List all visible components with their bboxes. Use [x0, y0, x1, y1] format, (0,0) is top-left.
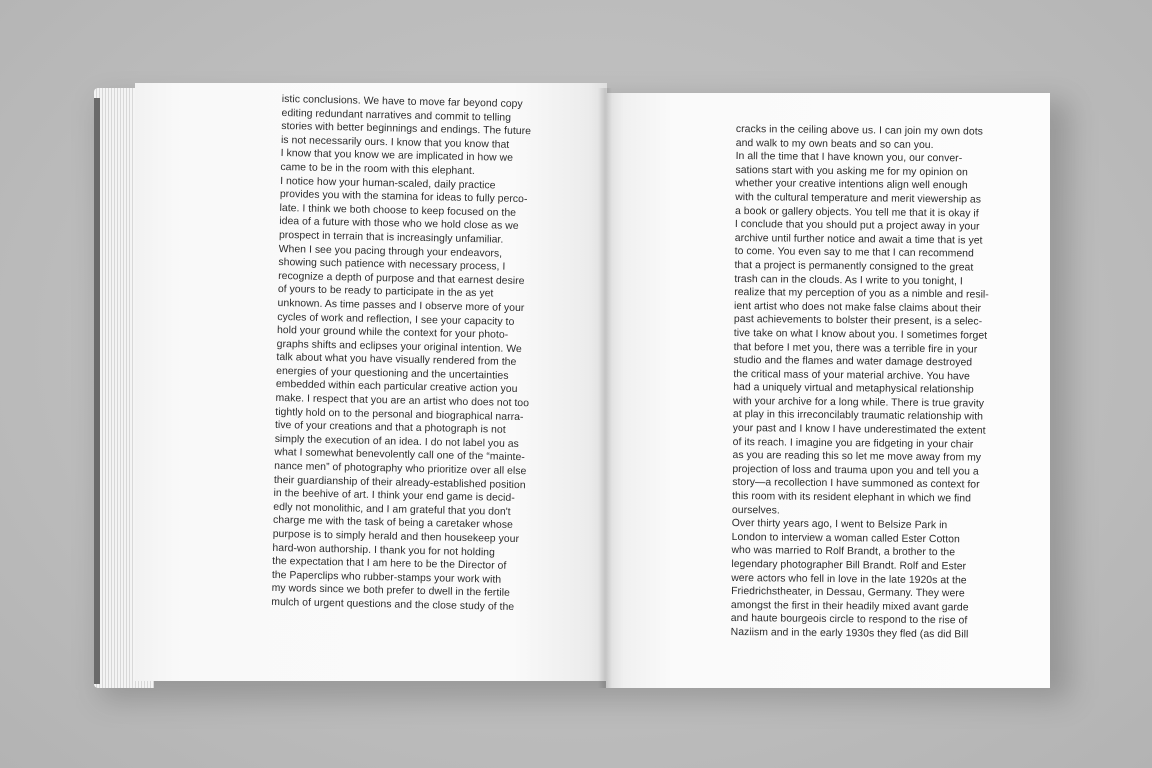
text-line: of its reach. I imagine you are fidgeting in your chair — [732, 436, 974, 451]
text-line: tightly hold on to the personal and biographical narra- — [275, 406, 524, 423]
right-page-text — [731, 123, 1006, 642]
text-line: and walk to my own beats and so can you. — [735, 137, 934, 151]
text-line: London to interview a woman called Ester Cotton — [731, 531, 960, 546]
text-line: that before I met you, there was a terrible fire in your — [733, 341, 978, 356]
text-line: unknown. As time passes and I observe more of your — [277, 297, 525, 315]
text-line: in the beehive of art. I think your end game is decid- — [273, 488, 515, 505]
text-line: with the cultural temperature and merit viewership as — [735, 191, 982, 206]
text-line: of yours to be ready to participate in the as yet — [277, 284, 494, 300]
text-line: When I see you pacing through your endeavors, — [278, 243, 503, 260]
text-line: story—a recollection I have summoned as context for — [732, 477, 980, 492]
text-line: I know that you know we are implicated in how we — [280, 148, 514, 165]
text-line: the Paperclips who rubber-stamps your work with — [271, 569, 502, 586]
text-line: cycles of work and reflection, I see your capacity to — [277, 311, 515, 328]
text-line: edly not monolithic, and I am grateful that you don't — [273, 501, 511, 518]
text-line: hold your ground while the context for your photo- — [276, 325, 509, 341]
text-line: Friedrichstheater, in Dessau, Germany. They were — [731, 586, 965, 600]
text-line: and haute bourgeois circle to respond to the rise of — [730, 613, 968, 627]
text-line: at play in this irreconcilably traumatic relationship with — [732, 409, 984, 424]
text-line: archive until further notice and await a time that is yet — [734, 232, 983, 247]
text-line: ient artist who does not make false claims about their — [734, 300, 982, 315]
text-line: purpose is to simply herald and then housekeep your — [272, 528, 520, 546]
text-line: their guardianship of their already-established position — [273, 474, 526, 491]
text-line: recognize a depth of purpose and that earnest desire — [278, 270, 525, 287]
text-line: past achievements to bolster their present, is a selec- — [733, 314, 983, 328]
text-line: who was married to Rolf Brandt, a brother to the — [731, 545, 956, 559]
text-line: had a uniquely virtual and metaphysical relationship — [733, 382, 974, 396]
text-line: late. I think we both choose to keep focused on the — [279, 202, 517, 219]
text-line: I notice how your human-scaled, daily practice — [280, 175, 496, 192]
left-page — [135, 83, 607, 681]
text-line: with your archive for a long while. There is true gravity — [733, 395, 985, 410]
text-line: hard-won authorship. I thank you for not holding — [272, 542, 496, 559]
text-line: studio and the flames and water damage destroyed — [733, 355, 973, 369]
text-line: trash can in the clouds. As I write to you tonight, I — [734, 273, 963, 287]
text-line: stories with better beginnings and endings. The future — [281, 121, 532, 138]
text-line: istic conclusions. We have to move far beyond copy — [281, 93, 523, 111]
text-line: a book or gallery objects. You tell me that it is okay if — [735, 205, 979, 220]
text-line: my words since we both prefer to dwell in the fertile — [271, 583, 510, 600]
text-line: embedded within each particular creative action you — [275, 379, 518, 396]
cover-edge — [94, 98, 100, 684]
text-line: tive take on what I know about you. I sometimes forget — [733, 327, 988, 342]
text-line: ourselves. — [731, 504, 780, 517]
text-line: to come. You even say to me that I can recommend — [734, 246, 974, 260]
text-line: the critical mass of your material archive. You have — [733, 368, 970, 383]
text-line: whether your creative intentions align well enough — [735, 178, 968, 192]
text-line: showing such patience with necessary process, I — [278, 257, 506, 273]
text-line: nance men” of photography who prioritize over all else — [274, 460, 527, 478]
text-line: amongst the first in their headily mixed avant garde — [730, 599, 969, 614]
text-line: I conclude that you should put a project away in your — [734, 219, 980, 233]
text-line: tive of your creations and that a photograph is not — [274, 420, 506, 437]
text-line: graphs shifts and eclipses your original intention. We — [276, 338, 522, 355]
left-page-text — [271, 93, 582, 616]
text-line: charge me with the task of being a caretaker whose — [272, 515, 513, 532]
text-line: that a project is permanently consigned to the great — [734, 259, 974, 274]
text-line: the expectation that I am here to be the Director of — [272, 556, 507, 572]
text-line: sations start with you asking me for my opinion on — [735, 164, 968, 179]
text-line: energies of your questioning and the uncertainties — [276, 365, 509, 382]
text-line: is not necessarily ours. I know that you know that — [280, 134, 510, 151]
text-line: In all the time that I have known you, our conver- — [735, 151, 963, 165]
text-line: editing redundant narratives and commit to telling — [281, 107, 512, 124]
text-line: as you are reading this so let me move away from my — [732, 450, 982, 464]
text-line: were actors who fell in love in the late 1920s at the — [731, 572, 967, 587]
text-line: legendary photographer Bill Brandt. Rolf and Ester — [731, 558, 967, 573]
book-gutter — [598, 88, 612, 688]
text-line: realize that my perception of you as a nimble and resil- — [734, 287, 989, 301]
text-line: provides you with the stamina for ideas to fully perco- — [279, 189, 528, 206]
text-line: your past and I know I have underestimated the extent — [732, 423, 986, 437]
text-line: this room with its resident elephant in which we find — [732, 491, 972, 505]
text-line: Over thirty years ago, I went to Belsize Park in — [731, 518, 948, 532]
text-line: talk about what you have visually rendered from the — [276, 352, 517, 369]
text-line: mulch of urgent questions and the close study of the — [271, 596, 515, 613]
text-line: cracks in the ceiling above us. I can join my own dots — [735, 123, 983, 138]
text-line: make. I respect that you are an artist who does not too — [275, 392, 530, 410]
text-line: projection of loss and trauma upon you and tell you a — [732, 463, 979, 478]
text-line: Naziism and in the early 1930s they fled (as did Bill — [730, 626, 969, 641]
text-line: prospect in terrain that is increasingly unfamiliar. — [278, 229, 504, 246]
text-line: idea of a future with those who we hold close as we — [279, 216, 519, 233]
text-line: what I somewhat benevolently call one of the “mainte- — [274, 447, 525, 464]
text-line: came to be in the room with this elephant. — [280, 161, 475, 178]
text-line: simply the execution of an idea. I do not label you as — [274, 433, 519, 450]
right-page — [606, 93, 1050, 688]
